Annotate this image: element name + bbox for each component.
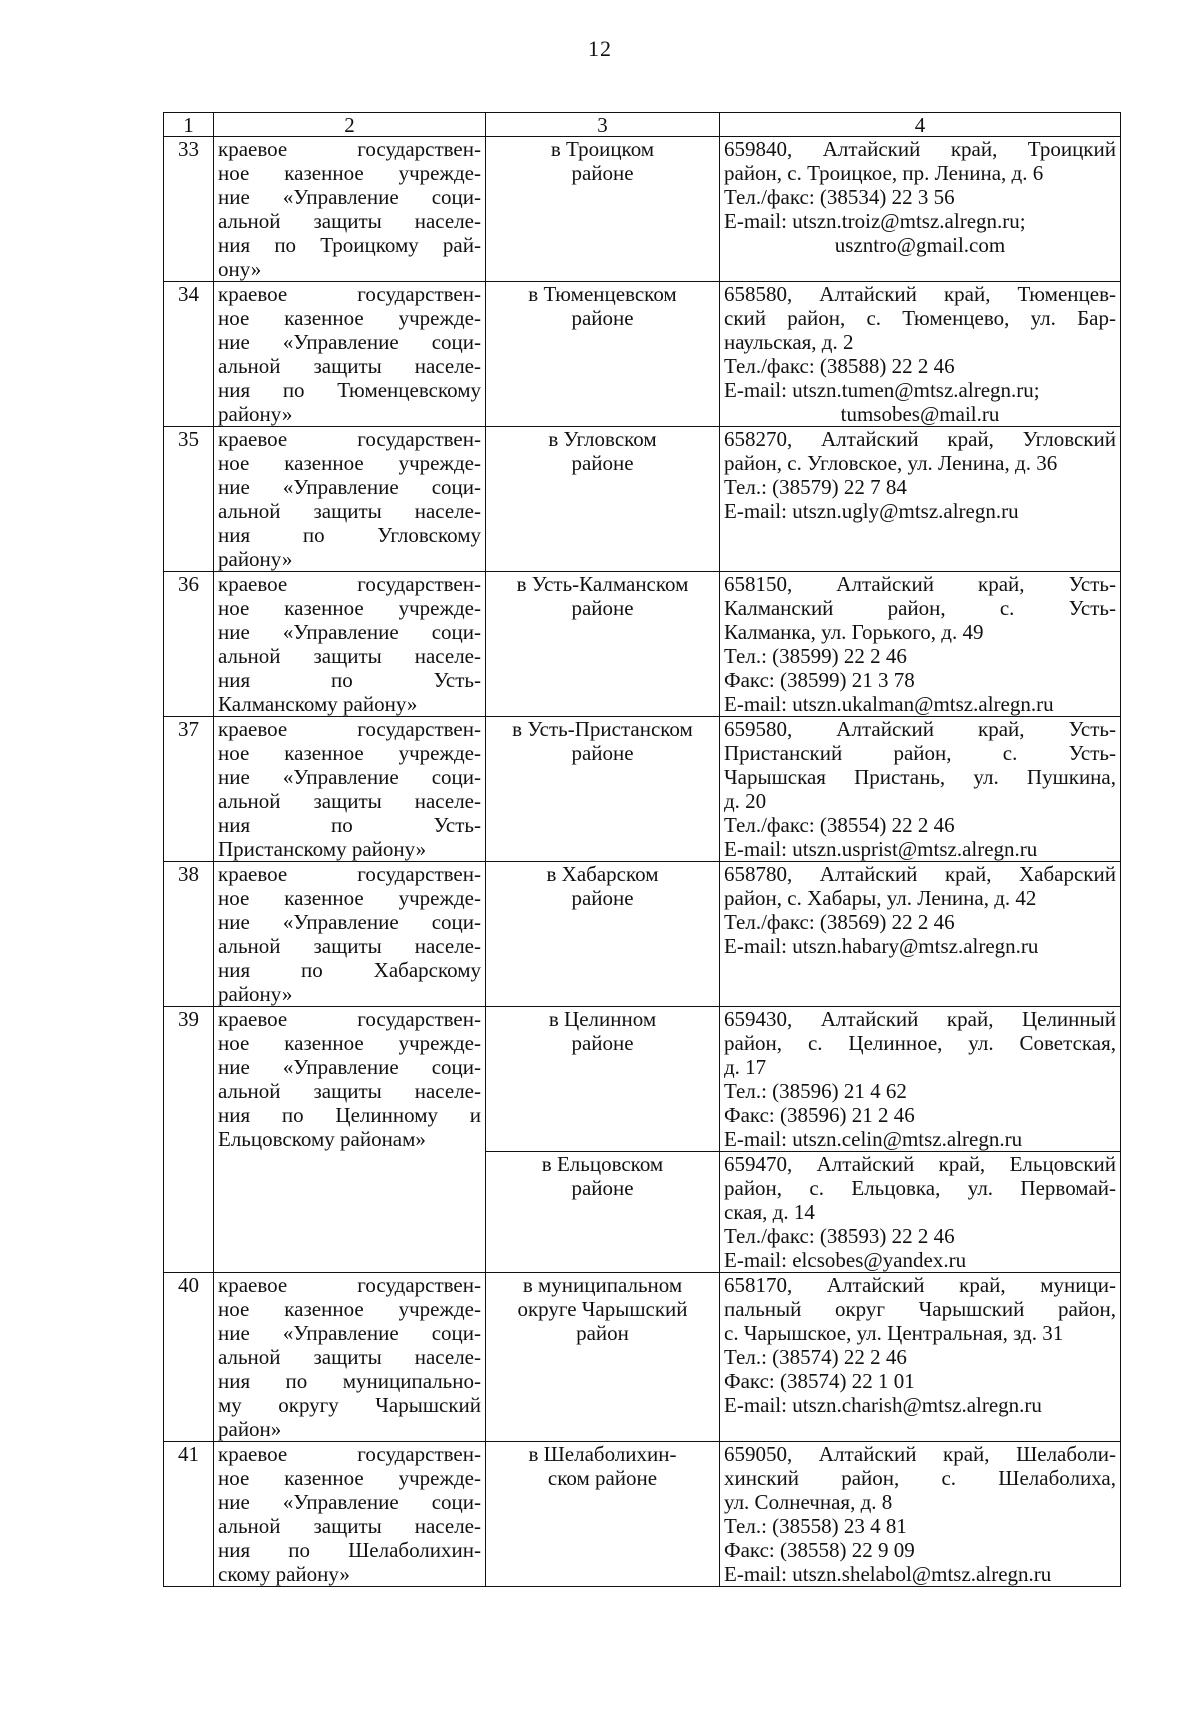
address-line: 658270, Алтайский край, Угловский: [724, 427, 1116, 451]
org-name-line: ное казенное учрежде-: [218, 1297, 481, 1321]
address-line: Факс: (38574) 22 1 01: [724, 1369, 915, 1393]
row-number: 41: [164, 1442, 214, 1587]
table-row: [164, 1007, 1121, 1152]
address-line: Тел./факс: (38554) 22 2 46: [724, 813, 955, 837]
address-line: пальный округ Чарышский район,: [724, 1297, 1116, 1321]
area-line: округе Чарышский: [517, 1297, 688, 1321]
area-line: районе: [571, 1176, 634, 1200]
org-name-line: краевое государствен-: [218, 1442, 481, 1466]
org-name-line: альной защиты населе-: [218, 644, 481, 668]
contact-address: [720, 717, 1121, 862]
address-line: ская, д. 14: [724, 1200, 815, 1224]
org-name-line: район»: [218, 1417, 282, 1441]
org-name-line: ное казенное учрежде-: [218, 1466, 481, 1490]
org-name-line: краевое государствен-: [218, 282, 481, 306]
area-line: ском районе: [547, 1466, 658, 1490]
column-header: 2: [214, 113, 486, 137]
org-name-line: ное казенное учрежде-: [218, 741, 481, 765]
page-number: 12: [588, 36, 612, 61]
contact-address: [720, 137, 1121, 282]
contact-address: [720, 282, 1121, 427]
address-line: д. 20: [724, 789, 767, 813]
org-name-line: краевое государствен-: [218, 717, 481, 741]
area-line: районе: [571, 161, 634, 185]
address-line: район, с. Целинное, ул. Советская,: [724, 1031, 1116, 1055]
address-line: с. Чарышское, ул. Центральная, зд. 31: [724, 1321, 1064, 1345]
contact-address: [720, 1442, 1121, 1587]
address-line: район, с. Угловское, ул. Ленина, д. 36: [724, 451, 1058, 475]
org-name-line: му округу Чарышский: [218, 1393, 481, 1417]
area-line: в Целинном: [548, 1007, 657, 1031]
org-name-line: ние «Управление соци-: [218, 330, 481, 354]
address-line: 658780, Алтайский край, Хабарский: [724, 862, 1116, 886]
org-name-line: ния по Усть-: [218, 813, 481, 837]
address-line: наульская, д. 2: [724, 330, 854, 354]
address-line: хинский район, с. Шелаболиха,: [724, 1466, 1116, 1490]
address-line: E-mail: utszn.tumen@mtsz.alregn.ru;: [724, 378, 1040, 402]
org-name-line: району»: [218, 982, 293, 1006]
address-line: E-mail: utszn.ukalman@mtsz.alregn.ru: [724, 692, 1054, 716]
area-line: районе: [571, 1031, 634, 1055]
address-line: uszntro@gmail.com: [834, 233, 1006, 257]
org-name-line: краевое государствен-: [218, 1007, 481, 1031]
table-row: [164, 427, 1121, 572]
org-name-line: ние «Управление соци-: [218, 620, 481, 644]
address-line: Факс: (38596) 21 2 46: [724, 1103, 915, 1127]
institutions-table: [163, 112, 1121, 1587]
service-area: [486, 137, 720, 282]
address-line: E-mail: utszn.celin@mtsz.alregn.ru: [724, 1127, 1023, 1151]
address-line: E-mail: utszn.shelabol@mtsz.alregn.ru: [724, 1562, 1052, 1586]
org-name-line: Ельцовскому районам»: [218, 1127, 426, 1151]
table-row: [164, 137, 1121, 282]
area-line: в Хабарском: [546, 862, 659, 886]
org-name-line: ния по Шелаболихин-: [218, 1538, 481, 1562]
org-name-line: ние «Управление соци-: [218, 1321, 481, 1345]
service-area: [486, 862, 720, 1007]
org-name-line: ния по Троицкому рай-: [218, 233, 481, 257]
area-line: в Троицком: [550, 137, 655, 161]
org-name-line: краевое государствен-: [218, 862, 481, 886]
row-number: 34: [164, 282, 214, 427]
table-row: [164, 862, 1121, 1007]
org-name-line: ние «Управление соци-: [218, 1490, 481, 1514]
address-line: Тел./факс: (38593) 22 2 46: [724, 1224, 955, 1248]
address-line: 658150, Алтайский край, Усть-: [724, 572, 1116, 596]
address-line: Тел.: (38579) 22 7 84: [724, 475, 907, 499]
address-line: Факс: (38599) 21 3 78: [724, 668, 915, 692]
address-line: E-mail: utszn.habary@mtsz.alregn.ru: [724, 934, 1039, 958]
address-line: 659430, Алтайский край, Целинный: [724, 1007, 1116, 1031]
area-line: в Ельцовском: [541, 1152, 664, 1176]
address-line: E-mail: utszn.troiz@mtsz.alregn.ru;: [724, 209, 1026, 233]
area-line: в Усть-Калманском: [516, 572, 689, 596]
address-line: Тел.: (38574) 22 2 46: [724, 1345, 907, 1369]
org-name-line: ния по Целинному и: [218, 1103, 481, 1127]
address-line: Калманка, ул. Горького, д. 49: [724, 620, 984, 644]
org-name-line: ное казенное учрежде-: [218, 306, 481, 330]
contact-address: [720, 862, 1121, 1007]
address-line: Пристанский район, с. Усть-: [724, 741, 1116, 765]
org-name-line: ное казенное учрежде-: [218, 451, 481, 475]
address-line: ский район, с. Тюменцево, ул. Бар-: [724, 306, 1116, 330]
org-name-line: ния по Усть-: [218, 668, 481, 692]
address-line: д. 17: [724, 1055, 767, 1079]
area-line: район: [576, 1321, 629, 1345]
address-line: 659580, Алтайский край, Усть-: [724, 717, 1116, 741]
area-line: в Усть-Пристанском: [512, 717, 693, 741]
row-number: 38: [164, 862, 214, 1007]
org-name-line: альной защиты населе-: [218, 354, 481, 378]
column-header: 1: [164, 113, 214, 137]
org-name-line: краевое государствен-: [218, 137, 481, 161]
org-name-line: альной защиты населе-: [218, 209, 481, 233]
org-name-line: району»: [218, 402, 293, 426]
org-name-line: ние «Управление соци-: [218, 475, 481, 499]
service-area: [486, 1152, 720, 1273]
address-line: район, с. Ельцовка, ул. Первомай-: [724, 1176, 1116, 1200]
institution-name: [214, 1007, 486, 1273]
address-line: Тел.: (38599) 22 2 46: [724, 644, 907, 668]
org-name-line: ние «Управление соци-: [218, 185, 481, 209]
address-line: E-mail: utszn.ugly@mtsz.alregn.ru: [724, 499, 1019, 523]
service-area: [486, 427, 720, 572]
row-number: 37: [164, 717, 214, 862]
org-name-line: альной защиты населе-: [218, 1079, 481, 1103]
address-line: Факс: (38558) 22 9 09: [724, 1538, 915, 1562]
institution-name: [214, 717, 486, 862]
table-row: [164, 282, 1121, 427]
org-name-line: ния по муниципально-: [218, 1369, 481, 1393]
org-name-line: краевое государствен-: [218, 1273, 481, 1297]
column-header: 3: [486, 113, 720, 137]
institution-name: [214, 137, 486, 282]
address-line: 659470, Алтайский край, Ельцовский: [724, 1152, 1116, 1176]
area-line: районе: [571, 451, 634, 475]
address-line: Чарышская Пристань, ул. Пушкина,: [724, 765, 1116, 789]
area-line: в муниципальном: [522, 1273, 683, 1297]
area-line: районе: [571, 886, 634, 910]
service-area: [486, 1273, 720, 1442]
org-name-line: краевое государствен-: [218, 572, 481, 596]
table-row: [164, 717, 1121, 862]
org-name-line: альной защиты населе-: [218, 789, 481, 813]
institution-name: [214, 1273, 486, 1442]
address-line: Тел./факс: (38569) 22 2 46: [724, 910, 955, 934]
service-area: [486, 1442, 720, 1587]
address-line: район, с. Троицкое, пр. Ленина, д. 6: [724, 161, 1044, 185]
row-number: 36: [164, 572, 214, 717]
address-line: tumsobes@mail.ru: [840, 402, 1000, 426]
contact-address: [720, 572, 1121, 717]
org-name-line: ние «Управление соци-: [218, 910, 481, 934]
org-name-line: ное казенное учрежде-: [218, 161, 481, 185]
row-number: 33: [164, 137, 214, 282]
address-line: район, с. Хабары, ул. Ленина, д. 42: [724, 886, 1037, 910]
row-number: 35: [164, 427, 214, 572]
area-line: районе: [571, 306, 634, 330]
org-name-line: альной защиты населе-: [218, 1514, 481, 1538]
address-line: Калманский район, с. Усть-: [724, 596, 1116, 620]
area-line: в Шелаболихин-: [528, 1442, 677, 1466]
address-line: E-mail: utszn.charish@mtsz.alregn.ru: [724, 1393, 1042, 1417]
address-line: Тел.: (38596) 21 4 62: [724, 1079, 907, 1103]
table-row: [164, 1273, 1121, 1442]
table-header-row: [164, 113, 1121, 137]
org-name-line: ния по Хабарскому: [218, 958, 481, 982]
org-name-line: району»: [218, 547, 293, 571]
org-name-line: альной защиты населе-: [218, 934, 481, 958]
contact-address: [720, 1007, 1121, 1152]
address-line: E-mail: utszn.usprist@mtsz.alregn.ru: [724, 837, 1038, 861]
address-line: 659050, Алтайский край, Шелаболи-: [724, 1442, 1116, 1466]
org-name-line: ное казенное учрежде-: [218, 596, 481, 620]
service-area: [486, 1007, 720, 1152]
address-line: E-mail: elcsobes@yandex.ru: [724, 1248, 967, 1272]
org-name-line: ние «Управление соци-: [218, 765, 481, 789]
contact-address: [720, 1152, 1121, 1273]
institution-name: [214, 862, 486, 1007]
org-name-line: ону»: [218, 257, 262, 281]
address-line: Тел./факс: (38534) 22 3 56: [724, 185, 955, 209]
row-number: 40: [164, 1273, 214, 1442]
org-name-line: скому району»: [218, 1562, 350, 1586]
institution-name: [214, 572, 486, 717]
org-name-line: ное казенное учрежде-: [218, 886, 481, 910]
area-line: в Тюменцевском: [528, 282, 677, 306]
area-line: районе: [571, 596, 634, 620]
area-line: в Угловском: [548, 427, 657, 451]
service-area: [486, 717, 720, 862]
address-line: ул. Солнечная, д. 8: [724, 1490, 893, 1514]
row-number: 39: [164, 1007, 214, 1273]
org-name-line: краевое государствен-: [218, 427, 481, 451]
table-row: [164, 1442, 1121, 1587]
contact-address: [720, 1273, 1121, 1442]
institution-name: [214, 282, 486, 427]
org-name-line: ния по Угловскому: [218, 523, 481, 547]
service-area: [486, 572, 720, 717]
institution-name: [214, 1442, 486, 1587]
table-row: [164, 572, 1121, 717]
service-area: [486, 282, 720, 427]
address-line: 658580, Алтайский край, Тюменцев-: [724, 282, 1116, 306]
org-name-line: ние «Управление соци-: [218, 1055, 481, 1079]
address-line: Тел.: (38558) 23 4 81: [724, 1514, 907, 1538]
address-line: Тел./факс: (38588) 22 2 46: [724, 354, 955, 378]
org-name-line: Пристанскому району»: [218, 837, 427, 861]
org-name-line: альной защиты населе-: [218, 499, 481, 523]
org-name-line: Калманскому району»: [218, 692, 418, 716]
address-line: 658170, Алтайский край, муници-: [724, 1273, 1116, 1297]
org-name-line: ния по Тюменцевскому: [218, 378, 481, 402]
org-name-line: альной защиты населе-: [218, 1345, 481, 1369]
institution-name: [214, 427, 486, 572]
contact-address: [720, 427, 1121, 572]
column-header: 4: [720, 113, 1121, 137]
area-line: районе: [571, 741, 634, 765]
address-line: 659840, Алтайский край, Троицкий: [724, 137, 1116, 161]
org-name-line: ное казенное учрежде-: [218, 1031, 481, 1055]
